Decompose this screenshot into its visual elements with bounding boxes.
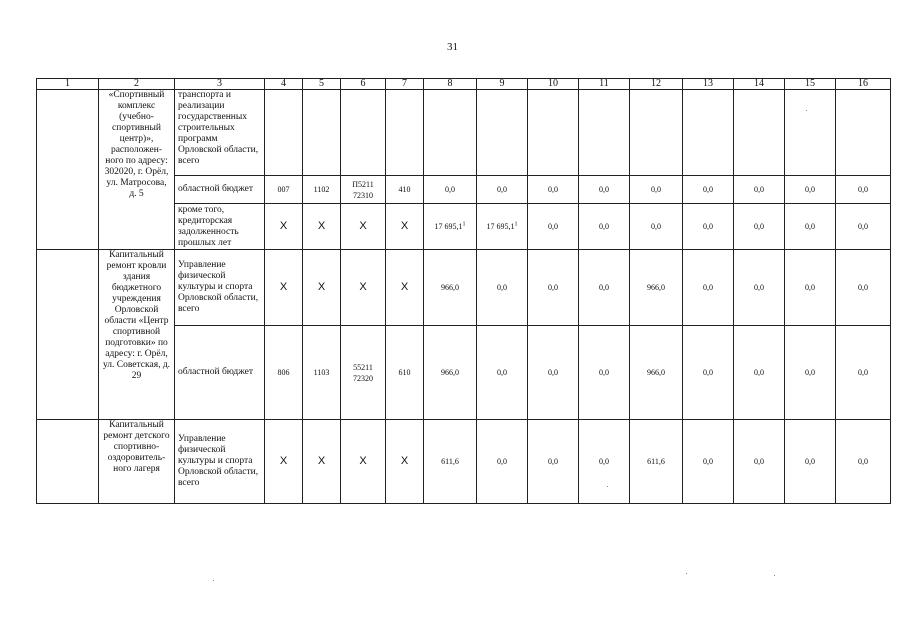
row-number-cell bbox=[37, 90, 99, 250]
value-text: 611,6 bbox=[647, 457, 665, 466]
value-cell bbox=[341, 176, 386, 204]
value-text: 0,0 bbox=[754, 457, 764, 466]
value-cell bbox=[424, 420, 477, 504]
value-cell bbox=[734, 90, 785, 176]
column-number: 1 bbox=[37, 79, 99, 90]
value-cell bbox=[341, 326, 386, 420]
value-cell bbox=[630, 90, 683, 176]
value-text: 0,0 bbox=[703, 457, 713, 466]
value-text: 0,0 bbox=[754, 368, 764, 377]
table-row bbox=[37, 90, 891, 176]
page-number: 31 bbox=[447, 41, 458, 53]
value-text: 0,0 bbox=[599, 283, 609, 292]
value-text: X bbox=[359, 455, 367, 467]
value-text: 0,0 bbox=[703, 368, 713, 377]
value-text: 0,0 bbox=[599, 185, 609, 194]
value-cell bbox=[579, 326, 630, 420]
value-cell bbox=[683, 176, 734, 204]
value-text: 007 bbox=[277, 185, 290, 194]
value-text: 0,0 bbox=[858, 457, 868, 466]
value-cell bbox=[386, 176, 424, 204]
value-cell bbox=[734, 250, 785, 326]
value-cell bbox=[477, 204, 528, 250]
value-text: 0,0 bbox=[651, 222, 661, 231]
value-cell bbox=[579, 176, 630, 204]
column-number: 6 bbox=[341, 79, 386, 90]
value-cell bbox=[265, 420, 303, 504]
funding-source-cell: транспорта и реализации государственных строительных программ Орловской области, всего bbox=[175, 90, 265, 176]
value-cell bbox=[785, 176, 836, 204]
column-number: 2 bbox=[99, 79, 175, 90]
value-text: 1103 bbox=[313, 368, 330, 377]
value-cell bbox=[424, 176, 477, 204]
value-text: 611,6 bbox=[441, 457, 459, 466]
column-number: 5 bbox=[303, 79, 341, 90]
column-number: 9 bbox=[477, 79, 528, 90]
value-text: 0,0 bbox=[858, 283, 868, 292]
column-number: 7 bbox=[386, 79, 424, 90]
value-cell bbox=[683, 250, 734, 326]
value-cell bbox=[477, 420, 528, 504]
value-text: 410 bbox=[398, 185, 411, 194]
column-number: 16 bbox=[836, 79, 891, 90]
value-cell bbox=[265, 326, 303, 420]
funding-source-cell: Управление физической культуры и спорта Орловской области, всего bbox=[175, 420, 265, 504]
value-cell bbox=[424, 204, 477, 250]
value-text: 0,0 bbox=[858, 368, 868, 377]
value-text: 0,0 bbox=[805, 222, 815, 231]
table-row bbox=[37, 420, 891, 504]
object-name-cell: Капитальный ремонт детского спортивно-оздоровитель-ного лагеря bbox=[99, 420, 175, 504]
value-cell bbox=[386, 326, 424, 420]
funding-source-cell: кроме того, кредиторская задолженность прошлых лет bbox=[175, 204, 265, 250]
value-cell bbox=[477, 250, 528, 326]
value-text: 966,0 bbox=[441, 368, 459, 377]
value-cell bbox=[303, 176, 341, 204]
column-number: 4 bbox=[265, 79, 303, 90]
row-number-cell bbox=[37, 250, 99, 420]
value-text: X bbox=[279, 455, 288, 467]
value-cell bbox=[424, 326, 477, 420]
value-cell bbox=[579, 204, 630, 250]
value-text: X bbox=[400, 455, 409, 467]
value-text: 0,0 bbox=[497, 283, 507, 292]
value-text: 0,0 bbox=[599, 368, 609, 377]
value-text: X bbox=[359, 281, 367, 293]
value-text: 0,0 bbox=[497, 457, 507, 466]
value-cell bbox=[528, 326, 579, 420]
object-name-cell: Капитальный ремонт кровли здания бюджетного учреждения Орловской области «Центр спортивной подготовки» по адресу: г. Орёл, ул. Советская, д. 29 bbox=[99, 250, 175, 420]
value-cell bbox=[683, 90, 734, 176]
value-cell bbox=[424, 90, 477, 176]
value-text: 0,0 bbox=[805, 457, 815, 466]
value-cell bbox=[836, 326, 891, 420]
value-text: 1102 bbox=[313, 185, 330, 194]
column-number-row bbox=[37, 79, 891, 90]
funding-source-cell: Управление физической культуры и спорта Орловской области, всего bbox=[175, 250, 265, 326]
value-cell bbox=[386, 204, 424, 250]
value-cell bbox=[836, 90, 891, 176]
column-number: 8 bbox=[424, 79, 477, 90]
value-cell bbox=[341, 204, 386, 250]
value-cell bbox=[836, 420, 891, 504]
value-cell bbox=[265, 204, 303, 250]
value-cell bbox=[477, 176, 528, 204]
value-text: X bbox=[317, 220, 326, 232]
value-text: 806 bbox=[277, 368, 290, 377]
value-text: 0,0 bbox=[754, 222, 764, 231]
value-cell bbox=[734, 420, 785, 504]
value-cell bbox=[630, 250, 683, 326]
value-cell bbox=[683, 204, 734, 250]
table-row bbox=[37, 250, 891, 326]
value-text: 0,0 bbox=[703, 283, 713, 292]
value-text: 0,0 bbox=[703, 222, 713, 231]
value-text: 0,0 bbox=[599, 457, 609, 466]
value-text: 17 695,1 bbox=[486, 222, 515, 231]
value-text: X bbox=[400, 281, 409, 293]
value-cell bbox=[785, 90, 836, 176]
value-cell bbox=[528, 176, 579, 204]
funding-source-cell: областной бюджет bbox=[175, 326, 265, 420]
value-cell bbox=[785, 204, 836, 250]
value-cell bbox=[341, 90, 386, 176]
value-text: X bbox=[279, 281, 288, 293]
value-text: 55211 72320 bbox=[353, 362, 373, 383]
value-cell bbox=[477, 326, 528, 420]
column-number: 3 bbox=[175, 79, 265, 90]
value-cell bbox=[579, 90, 630, 176]
value-cell bbox=[579, 250, 630, 326]
row-number-cell bbox=[37, 420, 99, 504]
column-number: 14 bbox=[734, 79, 785, 90]
value-text: 0,0 bbox=[703, 185, 713, 194]
footnote-mark: 1 bbox=[514, 221, 518, 228]
value-cell bbox=[528, 420, 579, 504]
value-text: 966,0 bbox=[647, 283, 665, 292]
value-cell bbox=[630, 420, 683, 504]
value-text: 0,0 bbox=[548, 368, 558, 377]
value-text: X bbox=[317, 455, 326, 467]
value-cell bbox=[386, 250, 424, 326]
value-cell bbox=[341, 250, 386, 326]
object-name-cell: «Спортивный комплекс (учебно-спортивный центр)», расположен-ного по адресу: 302020, г. Орёл, ул. Матросова, д. 5 bbox=[99, 90, 175, 250]
value-text: 966,0 bbox=[441, 283, 459, 292]
value-cell bbox=[836, 204, 891, 250]
value-text: X bbox=[317, 281, 326, 293]
value-text: X bbox=[359, 220, 367, 232]
value-text: 0,0 bbox=[858, 222, 868, 231]
value-cell bbox=[341, 420, 386, 504]
funding-source-cell: областной бюджет bbox=[175, 176, 265, 204]
value-cell bbox=[683, 326, 734, 420]
budget-table bbox=[36, 78, 891, 504]
value-text: 0,0 bbox=[548, 457, 558, 466]
value-cell bbox=[265, 176, 303, 204]
value-text: 17 695,1 bbox=[434, 222, 463, 231]
value-cell bbox=[528, 90, 579, 176]
value-text: 966,0 bbox=[647, 368, 665, 377]
value-text: 0,0 bbox=[805, 368, 815, 377]
column-number: 13 bbox=[683, 79, 734, 90]
value-text: 0,0 bbox=[754, 283, 764, 292]
value-cell bbox=[734, 204, 785, 250]
value-cell bbox=[836, 250, 891, 326]
value-cell bbox=[785, 326, 836, 420]
value-cell bbox=[386, 90, 424, 176]
value-text: 0,0 bbox=[754, 185, 764, 194]
value-cell bbox=[303, 204, 341, 250]
value-cell bbox=[579, 420, 630, 504]
value-cell bbox=[683, 420, 734, 504]
value-cell bbox=[424, 250, 477, 326]
column-number: 11 bbox=[579, 79, 630, 90]
value-text: X bbox=[400, 220, 409, 232]
value-text: 0,0 bbox=[805, 185, 815, 194]
value-cell bbox=[528, 250, 579, 326]
value-text: 0,0 bbox=[548, 185, 558, 194]
value-text: 0,0 bbox=[599, 222, 609, 231]
value-text: 0,0 bbox=[497, 185, 507, 194]
value-cell bbox=[785, 420, 836, 504]
value-cell bbox=[836, 176, 891, 204]
value-cell bbox=[630, 176, 683, 204]
value-text: 610 bbox=[398, 368, 411, 377]
value-cell bbox=[734, 326, 785, 420]
value-cell bbox=[734, 176, 785, 204]
value-cell bbox=[303, 90, 341, 176]
value-text: 0,0 bbox=[548, 283, 558, 292]
column-number: 10 bbox=[528, 79, 579, 90]
value-cell bbox=[785, 250, 836, 326]
value-text: 0,0 bbox=[858, 185, 868, 194]
value-cell bbox=[265, 250, 303, 326]
value-cell bbox=[386, 420, 424, 504]
value-text: 0,0 bbox=[805, 283, 815, 292]
footnote-mark: 1 bbox=[462, 221, 466, 228]
value-text: 0,0 bbox=[548, 222, 558, 231]
value-text: П5211 72310 bbox=[352, 179, 374, 200]
value-cell bbox=[630, 204, 683, 250]
value-cell bbox=[630, 326, 683, 420]
value-cell bbox=[265, 90, 303, 176]
value-cell bbox=[528, 204, 579, 250]
column-number: 15 bbox=[785, 79, 836, 90]
value-text: 0,0 bbox=[651, 185, 661, 194]
value-text: 0,0 bbox=[445, 185, 455, 194]
value-cell bbox=[303, 420, 341, 504]
column-number: 12 bbox=[630, 79, 683, 90]
value-text: X bbox=[279, 220, 288, 232]
value-cell bbox=[303, 250, 341, 326]
value-cell bbox=[303, 326, 341, 420]
value-cell bbox=[477, 90, 528, 176]
value-text: 0,0 bbox=[497, 368, 507, 377]
